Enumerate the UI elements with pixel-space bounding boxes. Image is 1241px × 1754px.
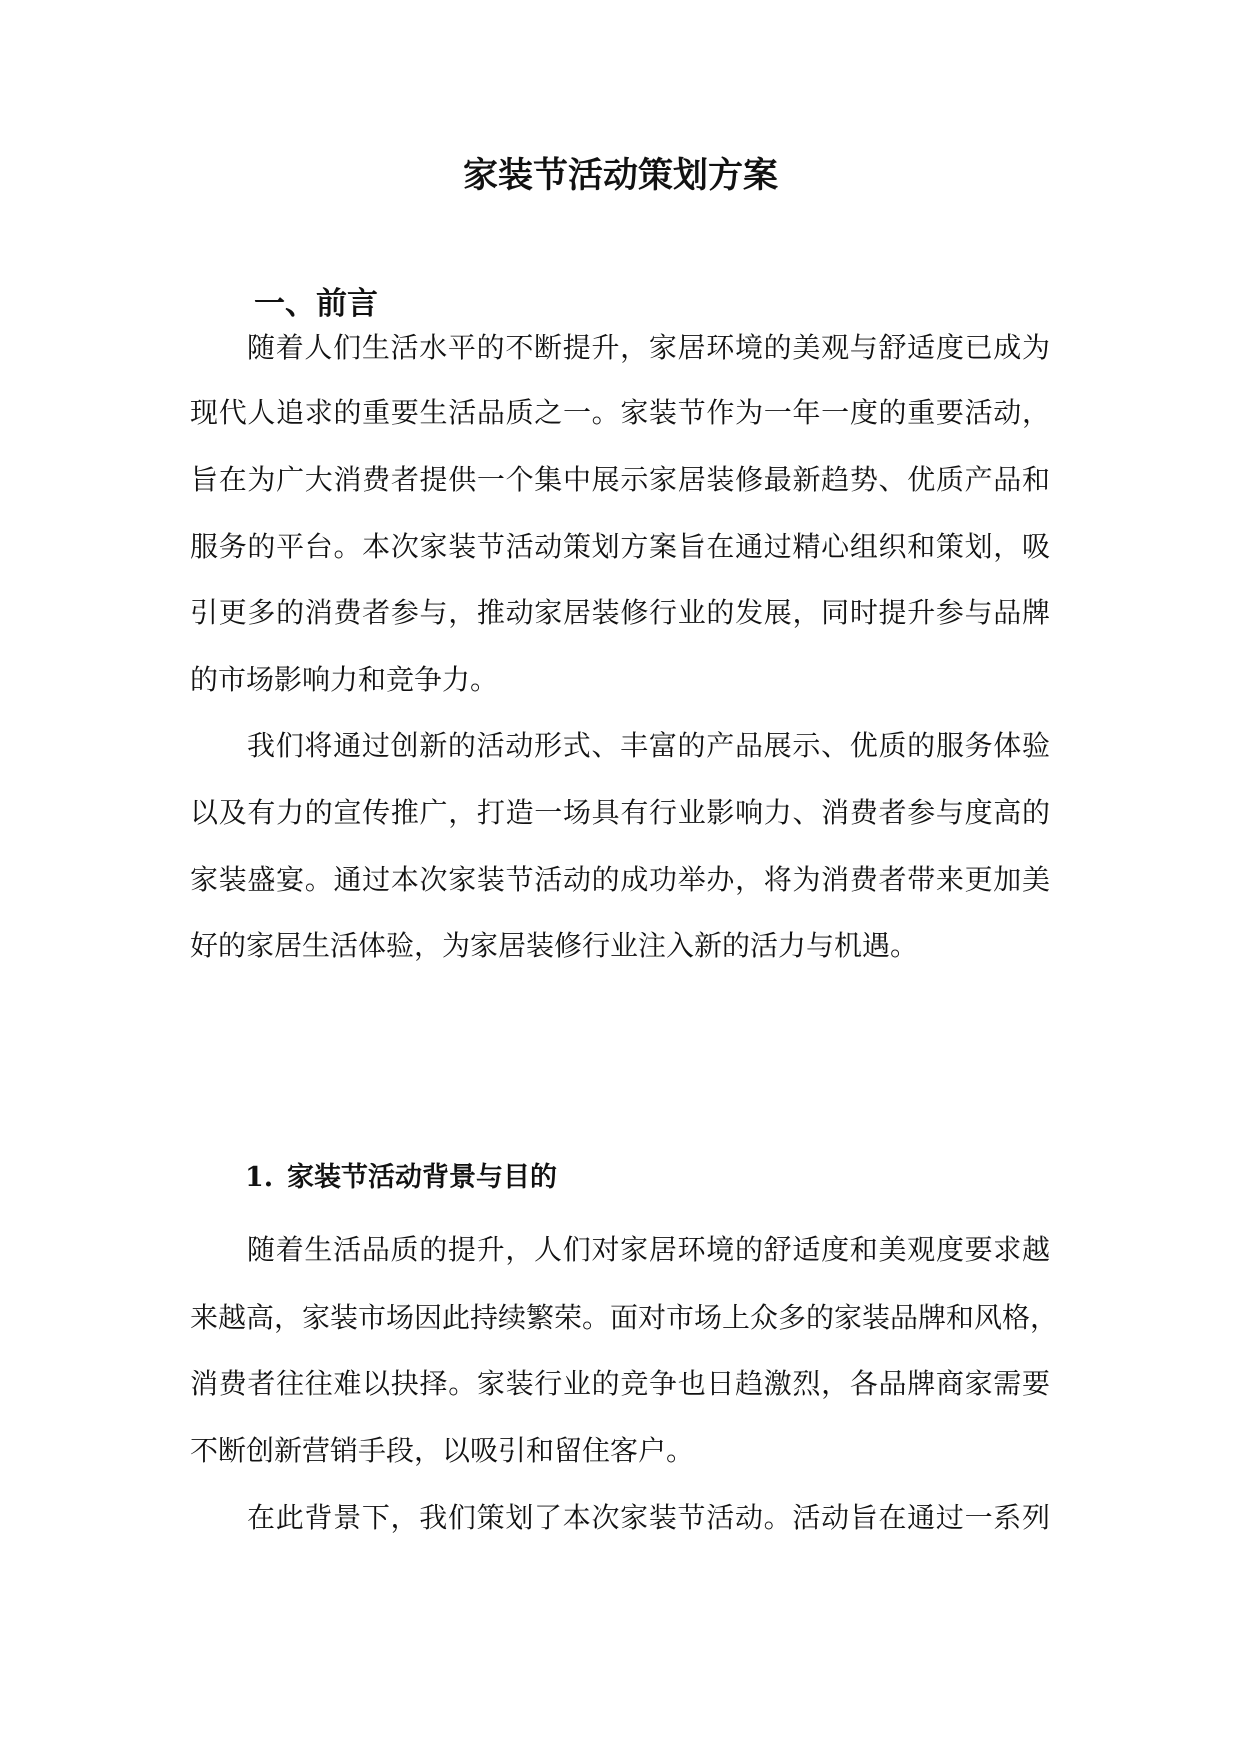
paragraph-line: 好的家居生活体验，为家居装修行业注入新的活力与机遇。: [190, 929, 919, 962]
document-title: 家装节活动策划方案: [462, 155, 778, 196]
paragraph-line: 随着人们生活水平的不断提升，家居环境的美观与舒适度已成为: [247, 331, 1050, 364]
paragraph-line: 的市场影响力和竞争力。: [190, 663, 499, 696]
paragraph-line: 旨在为广大消费者提供一个集中展示家居装修最新趋势、优质产品和: [190, 463, 1050, 496]
subsection-heading-text: 家装节活动背景与目的: [287, 1162, 557, 1193]
paragraph-line: 引更多的消费者参与，推动家居装修行业的发展，同时提升参与品牌: [190, 596, 1050, 629]
paragraph-line: 以及有力的宣传推广，打造一场具有行业影响力、消费者参与度高的: [190, 796, 1050, 829]
paragraph-line: 消费者往往难以抉择。家装行业的竞争也日趋激烈，各品牌商家需要: [190, 1367, 1050, 1400]
paragraph-line: 服务的平台。本次家装节活动策划方案旨在通过精心组织和策划，吸: [190, 530, 1050, 563]
paragraph-line: 家装盛宴。通过本次家装节活动的成功举办，将为消费者带来更加美: [190, 863, 1050, 896]
paragraph-line: 我们将通过创新的活动形式、丰富的产品展示、优质的服务体验: [247, 729, 1050, 762]
paragraph-line: 来越高，家装市场因此持续繁荣。面对市场上众多的家装品牌和风格，: [190, 1301, 1059, 1334]
section-heading-preface: 一、前言: [254, 286, 378, 322]
paragraph-line: 随着生活品质的提升，人们对家居环境的舒适度和美观度要求越: [247, 1233, 1050, 1266]
subsection-number: 1.: [245, 1162, 274, 1193]
paragraph-line: 现代人追求的重要生活品质之一。家装节作为一年一度的重要活动，: [190, 396, 1050, 429]
paragraph-line: 不断创新营销手段，以吸引和留住客户。: [190, 1434, 695, 1467]
paragraph-line: 在此背景下，我们策划了本次家装节活动。活动旨在通过一系列: [247, 1501, 1050, 1534]
subsection-heading-background: [245, 1150, 557, 1206]
